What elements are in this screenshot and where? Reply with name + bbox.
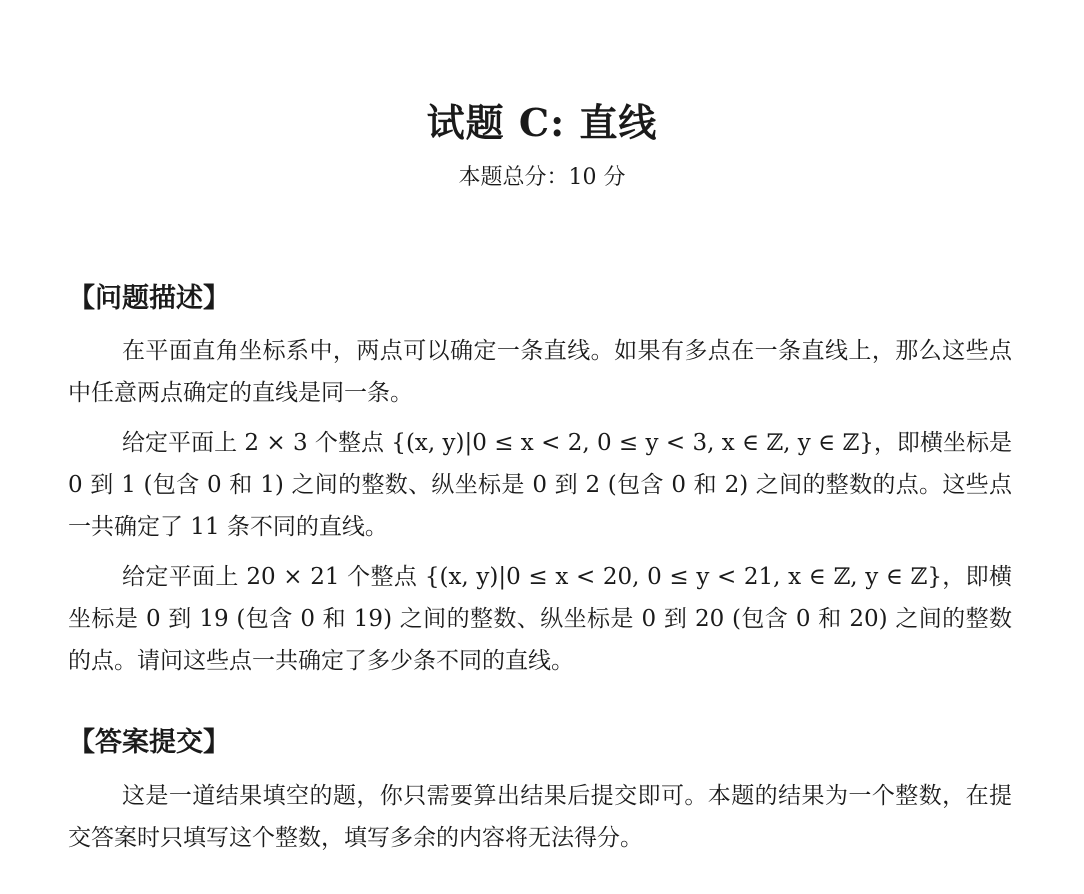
- problem-score: 本题总分：10 分: [458, 165, 626, 190]
- description-paragraph-1: 在平面直角坐标系中，两点可以确定一条直线。如果有多点在一条直线上，那么这些点中任意两点确定的直线是同一条。: [68, 338, 1012, 406]
- description-heading: 【问题描述】: [68, 283, 230, 314]
- description-paragraph-2: 给定平面上 2 × 3 个整点 {(x, y)|0 ≤ x < 2, 0 ≤ y < 3, x ∈ ℤ, y ∈ ℤ}，即横坐标是 0 到 1 (包含 0 和 1) 之间的整数、纵坐标是 0 到 2 (包含 0 和 2) 之间的整数的点。这些点一共确定了 11 条不同的直线。: [68, 430, 1012, 540]
- problem-title: 试题 C: 直线: [426, 100, 658, 145]
- submission-paragraph: 这是一道结果填空的题，你只需要算出结果后提交即可。本题的结果为一个整数，在提交答案时只填写这个整数，填写多余的内容将无法得分。: [68, 783, 1012, 851]
- submission-heading: 【答案提交】: [68, 727, 230, 758]
- description-paragraph-3: 给定平面上 20 × 21 个整点 {(x, y)|0 ≤ x < 20, 0 ≤ y < 21, x ∈ ℤ, y ∈ ℤ}，即横坐标是 0 到 19 (包含 0 和 19) 之间的整数、纵坐标是 0 到 20 (包含 0 和 20) 之间的整数的点。请问这些点一共确定了多少条不同的直线。: [68, 564, 1013, 674]
